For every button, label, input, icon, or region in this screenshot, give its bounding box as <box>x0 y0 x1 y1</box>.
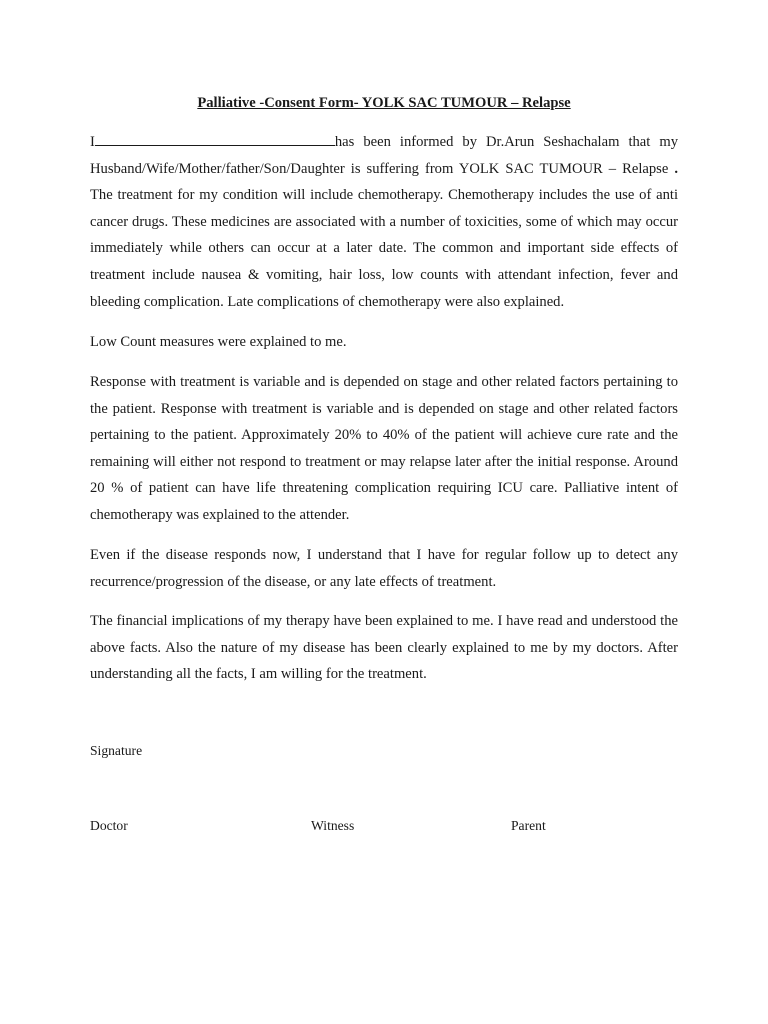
parent-label: Parent <box>511 818 546 833</box>
paragraph-financial: The financial implications of my therapy have been explained to me. I have read and understood the above facts. Also the nature of my disease has been clearly explained to me by my doctors. After understanding all the facts, I am willing for the treatment. <box>90 613 678 683</box>
witness-label: Witness <box>311 818 355 833</box>
name-blank-line[interactable] <box>95 131 335 146</box>
signature-label: Signature <box>90 743 143 758</box>
paragraph-lead: I <box>90 134 95 150</box>
paragraph-response: Response with treatment is variable and is depended on stage and other related factors pertaining to the patient. Response with treatment is variable and is depended on stage and other related factors pertaining to the patient. Approximately 20% to 40% of the patient will achieve cure rate and the remaining will either not respond to treatment or may relapse later after the initial response. Around 20 % of patient can have life threatening complication requiring ICU care. Palliative intent of chemotherapy was explained to the attender. <box>90 374 678 523</box>
bold-period: . <box>674 160 678 177</box>
doctor-label: Doctor <box>90 818 128 833</box>
paragraph-treatment-text: The treatment for my condition will include chemotherapy. Chemotherapy includes the use of anti cancer drugs. These medicines are associated with a number of toxicities, some of which may occur immediately while others can occur at a later date. The common and important side effects of treatment include nausea & vomiting, hair loss, low counts with attendant infection, fever and bleeding complication. Late complications of chemotherapy were also explained. <box>90 187 678 310</box>
paragraph-low-count: Low Count measures were explained to me. <box>90 334 347 350</box>
paragraph-diagnosis-text: has been informed by Dr.Arun Seshachalam that my Husband/Wife/Mother/father/Son/Daughter is suffering from YOLK SAC TUMOUR – Relapse <box>90 134 678 177</box>
paragraph-informed-consent <box>90 129 678 315</box>
paragraph-follow-up: Even if the disease responds now, I understand that I have for regular follow up to detect any recurrence/progression of the disease, or any late effects of treatment. <box>90 547 678 590</box>
form-title: Palliative -Consent Form- YOLK SAC TUMOUR – Relapse <box>197 95 571 111</box>
